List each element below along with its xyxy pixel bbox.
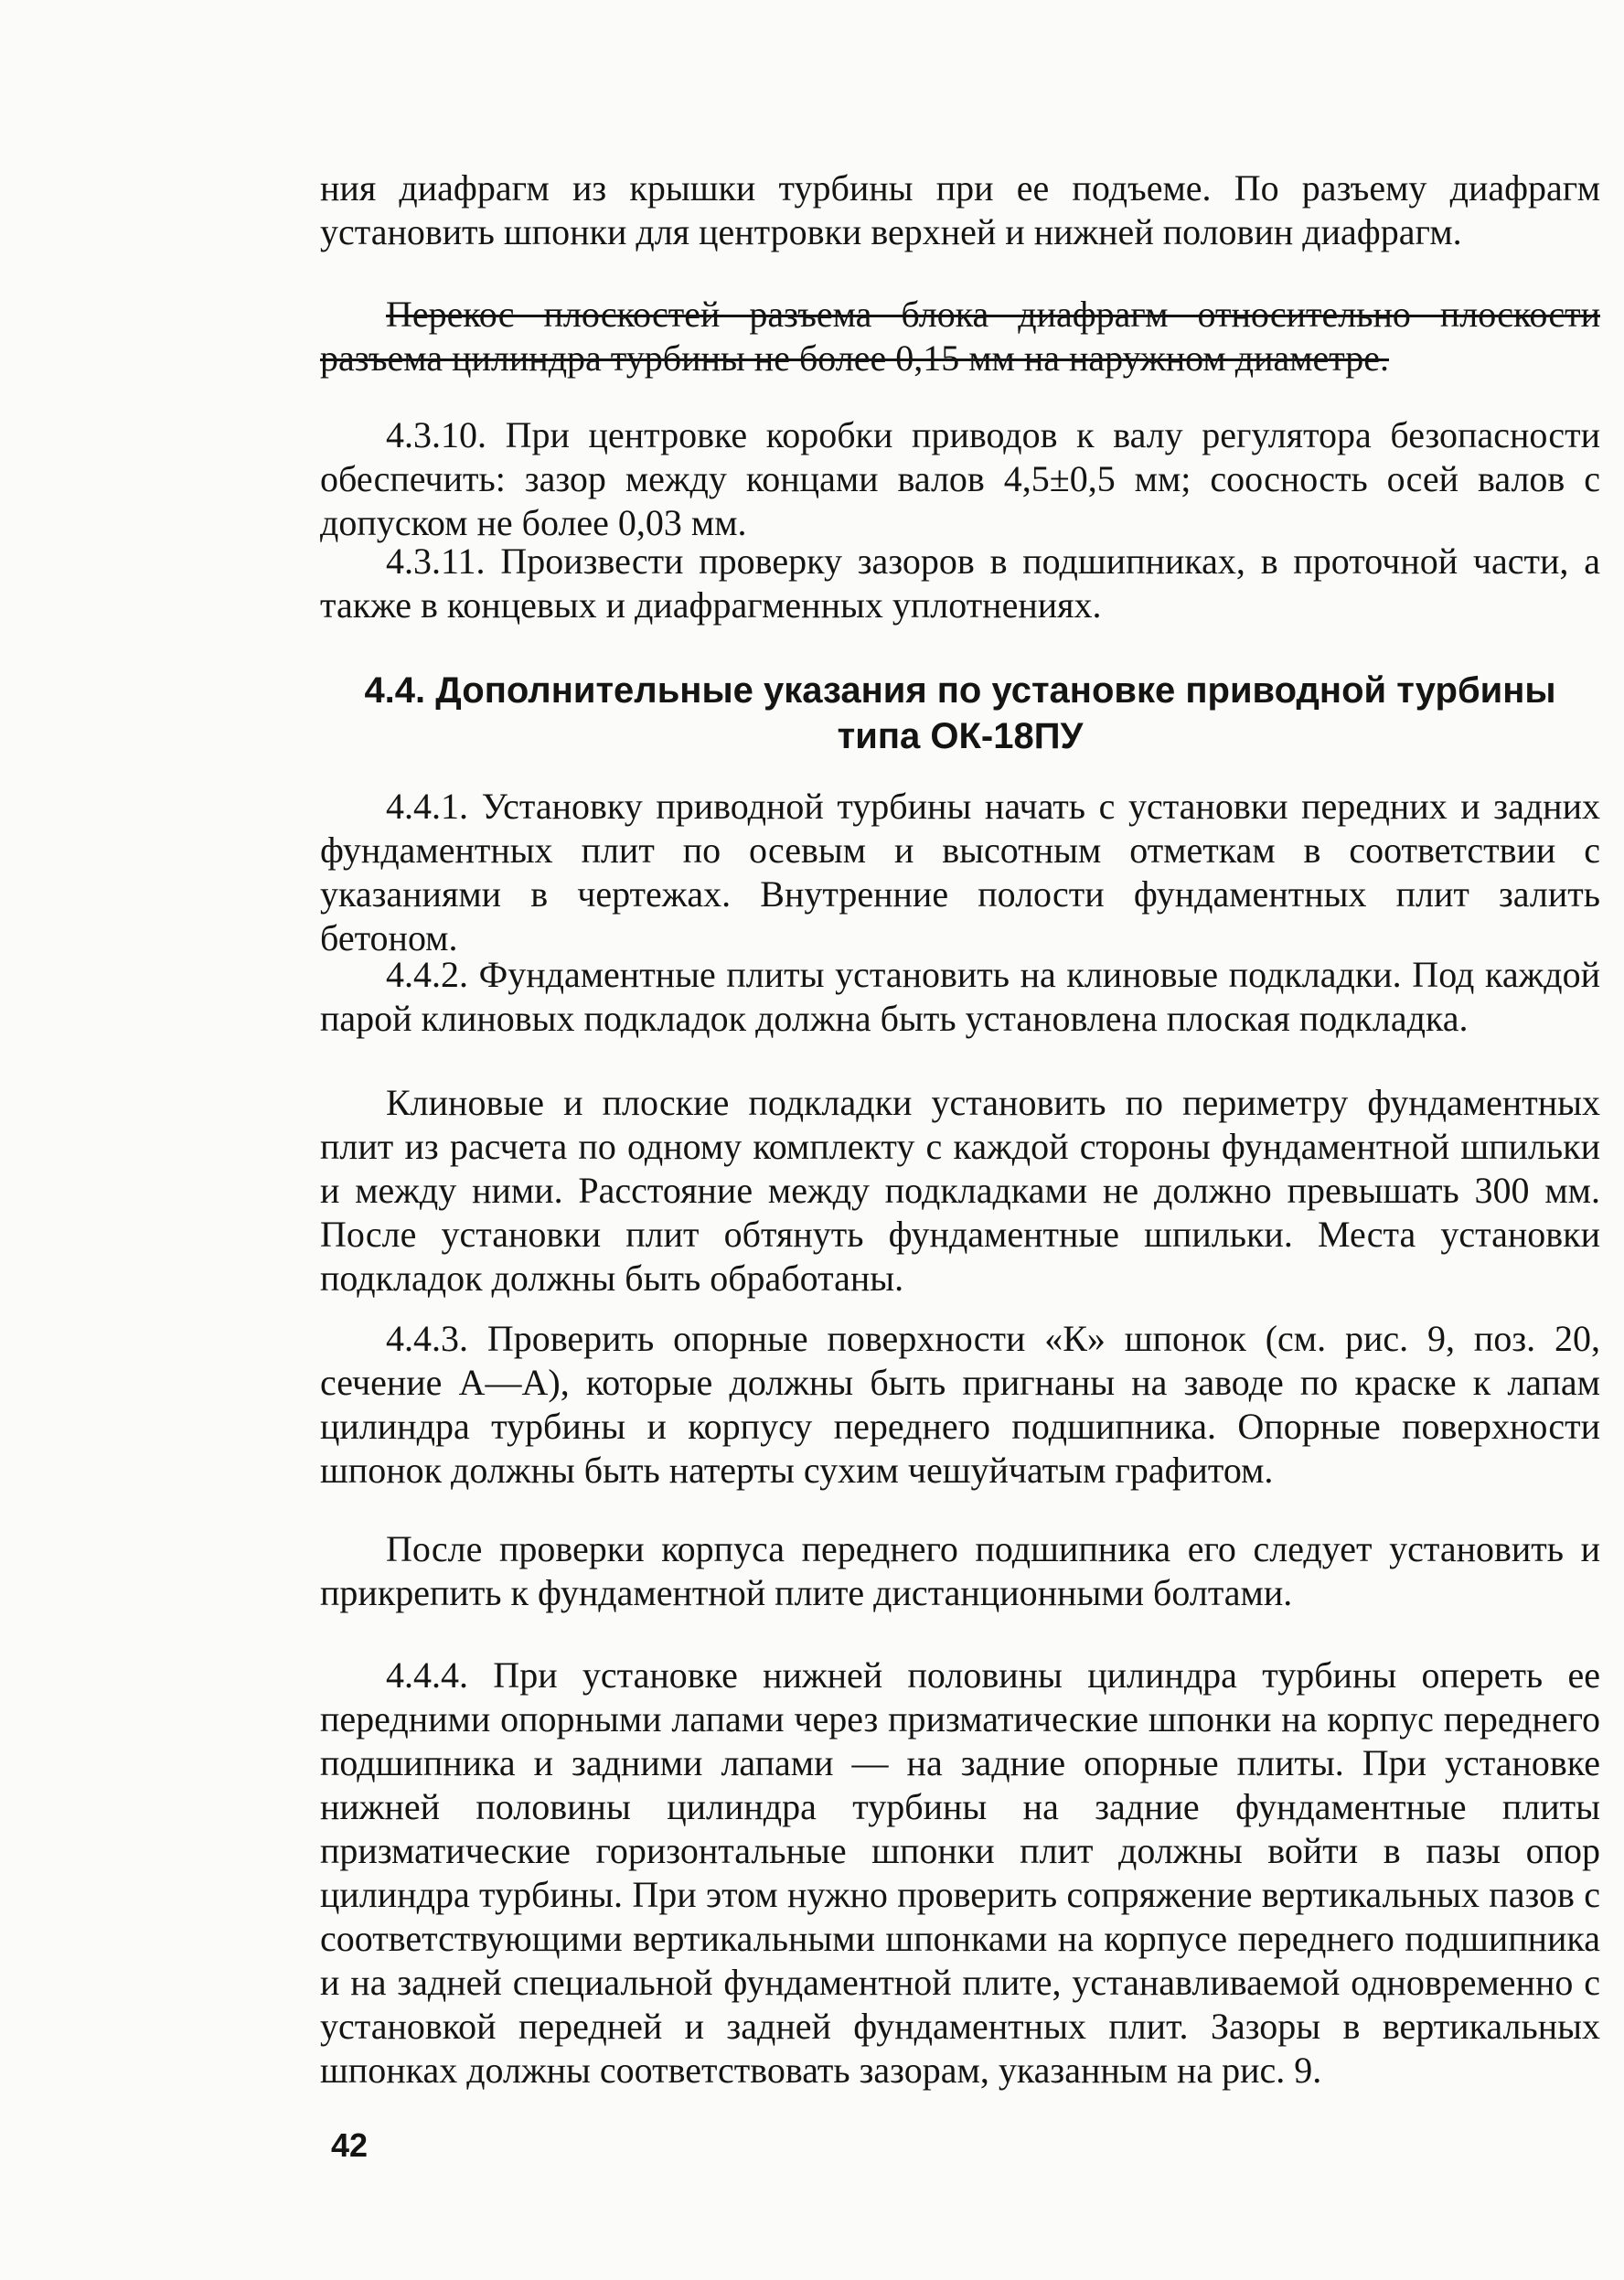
paragraph-continuation: ния диафрагм из крышки турбины при ее подъеме. По разъему диафрагм установить шпонки для центровки верхней и нижней половин диафрагм. [320,167,1600,252]
paragraph-after-bearing-check: После проверки корпуса переднего подшипника его следует установить и прикрепить к фундаментной плите дистанционными болтами. [320,1528,1600,1613]
page-number: 42 [331,2126,369,2164]
paragraph-4-4-3: 4.4.3. Проверить опорные поверхности «К» шпонок (см. рис. 9, поз. 20, сечение А—А), которые должны быть пригнаны на заводе по краске к лапам цилиндра турбины и корпусу переднего подшипника. Опорные поверхности шпонок должны быть натерты сухим чешуйчатым графитом. [320,1318,1600,1491]
section-heading-line-2: типа ОК-18ПУ [837,716,1084,756]
paragraph-wedge-pads: Клиновые и плоские подкладки установить по периметру фундаментных плит из расчета по одному комплекту с каждой стороны фундаментной шпильки и между ними. Расстояние между подкладками не должно превышать 300 мм. После установки плит обтянуть фундаментные шпильки. Места установки подкладок должны быть обработаны. [320,1082,1600,1299]
paragraph-4-4-4: 4.4.4. При установке нижней половины цилиндра турбины опереть ее передними опорными лапами через призматические шпонки на корпус переднего подшипника и задними лапами — на задние опорные плиты. При установке нижней половины цилиндра турбины на задние фундаментные плиты призматические горизонтальные шпонки плит должны войти в пазы опор цилиндра турбины. При этом нужно проверить сопряжение вертикальных пазов с соответствующими вертикальными шпонками на корпусе переднего подшипника и на задней специальной фундаментной плите, устанавливаемой одновременно с установкой передней и задней фундаментных плит. Зазоры в вертикальных шпонках должны соответствовать зазорам, указанным на рис. 9. [320,1654,1600,2091]
section-heading-4-4 [320,668,1600,759]
paragraph-4-4-2: 4.4.2. Фундаментные плиты установить на клиновые подкладки. Под каждой парой клиновых подкладок должна быть установлена плоская подкладка. [320,954,1600,1039]
paragraph-4-4-1: 4.4.1. Установку приводной турбины начать с установки передних и задних фундаментных плит по осевым и высотным отметкам в соответствии с указаниями в чертежах. Внутренние полости фундаментных плит залить бетоном. [320,786,1600,958]
paragraph-struck-out: Перекос плоскостей разъема блока диафрагм относительно плоскости разъема цилиндра турбины не более 0,15 мм на наружном диаметре. [320,294,1600,379]
paragraph-4-3-11: 4.3.11. Произвести проверку зазоров в подшипниках, в проточной части, а также в концевых и диафрагменных уплотнениях. [320,541,1600,626]
section-heading-line-1: 4.4. Дополнительные указания по установке приводной турбины [364,670,1556,711]
paragraph-4-3-10: 4.3.10. При центровке коробки приводов к валу регулятора безопасности обеспечить: зазор между концами валов 4,5±0,5 мм; соосность осей валов с допуском не более 0,03 мм. [320,414,1600,543]
